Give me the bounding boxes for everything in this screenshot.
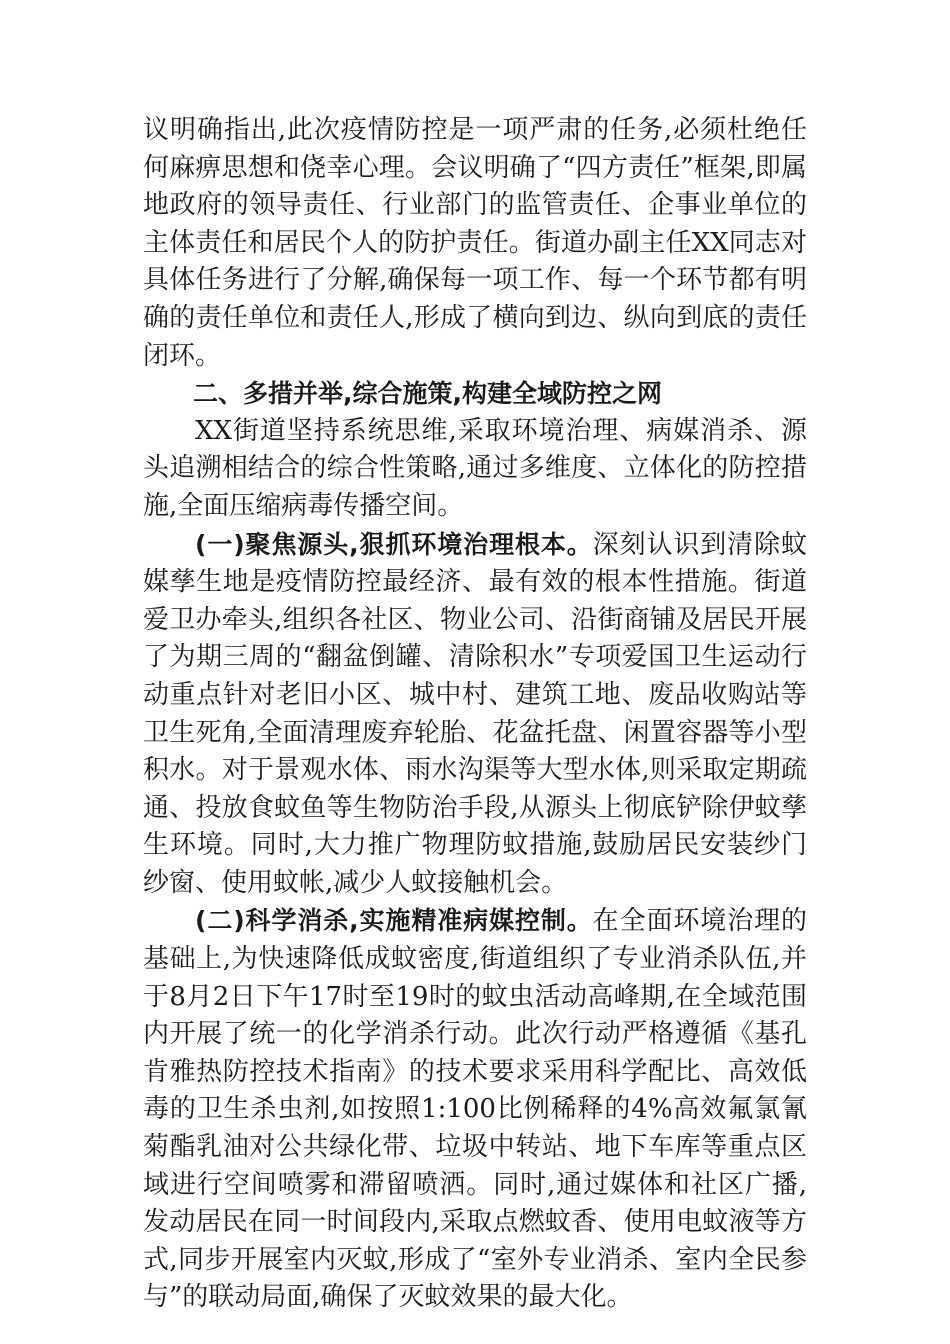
document-body (143, 112, 807, 1317)
item-body-environment: 深刻认识到清除蚊媒孳生地是疫情防控最经济、最有效的根本性措施。街道爱卫办牵头,组织各社区、物业公司、沿街商铺及居民开展了为期三周的“翻盆倒罐、清除积水”专项爱国卫生运动行动重点针对老旧小区、城中村、建筑工地、废品收购站等卫生死角,全面清理废弃轮胎、花盆托盘、闲置容器等小型积水。对于景观水体、雨水沟渠等大型水体,则采取定期疏通、投放食蚊鱼等生物防治手段,从源头上彻底铲除伊蚊孳生环境。同时,大力推广物理防蚊措施,鼓励居民安装纱门纱窗、使用蚊帐,减少人蚊接触机会。 (143, 529, 807, 898)
item-lead-vector-control: (二)科学消杀,实施精准病媒控制。 (195, 906, 593, 936)
paragraph-vector-control (143, 902, 807, 1317)
paragraph-environment-governance (143, 526, 807, 903)
item-body-vector-control: 在全面环境治理的基础上,为快速降低成蚊密度,街道组织了专业消杀队伍,并于8月2日下午17时至19时的蚊虫活动高峰期,在全域范围内开展了统一的化学消杀行动。此次行动严格遵循《基孔肯雅热防控技术指南》的技术要求采用科学配比、高效低毒的卫生杀虫剂,如按照1:100比例稀释的4%高效氟氯氰菊酯乳油对公共绿化带、垃圾中转站、地下车库等重点区域进行空间喷雾和滞留喷洒。同时,通过媒体和社区广播,发动居民在同一时间段内,采取点燃蚊香、使用电蚊液等方式,同步开展室内灭蚊,形成了“室外专业消杀、室内全民参与”的联动局面,确保了灭蚊效果的最大化。 (143, 906, 807, 1313)
paragraph-meeting-responsibility: 议明确指出,此次疫情防控是一项严肃的任务,必须杜绝任何麻痹思想和侥幸心理。会议明确了“四方责任”框架,即属地政府的领导责任、行业部门的监管责任、企事业单位的主体责任和居民个人的防护责任。街道办副主任XX同志对具体任务进行了分解,确保每一项工作、每一个环节都有明确的责任单位和责任人,形成了横向到边、纵向到底的责任闭环。 (143, 115, 807, 371)
item-lead-environment: (一)聚焦源头,狠抓环境治理根本。 (195, 529, 593, 559)
paragraph-systematic-strategy: XX街道坚持系统思维,采取环境治理、病媒消杀、源头追溯相结合的综合性策略,通过多维度、立体化的防控措施,全面压缩病毒传播空间。 (143, 415, 807, 521)
section-heading-comprehensive-measures: 二、多措并举,综合施策,构建全域防控之网 (193, 379, 662, 409)
